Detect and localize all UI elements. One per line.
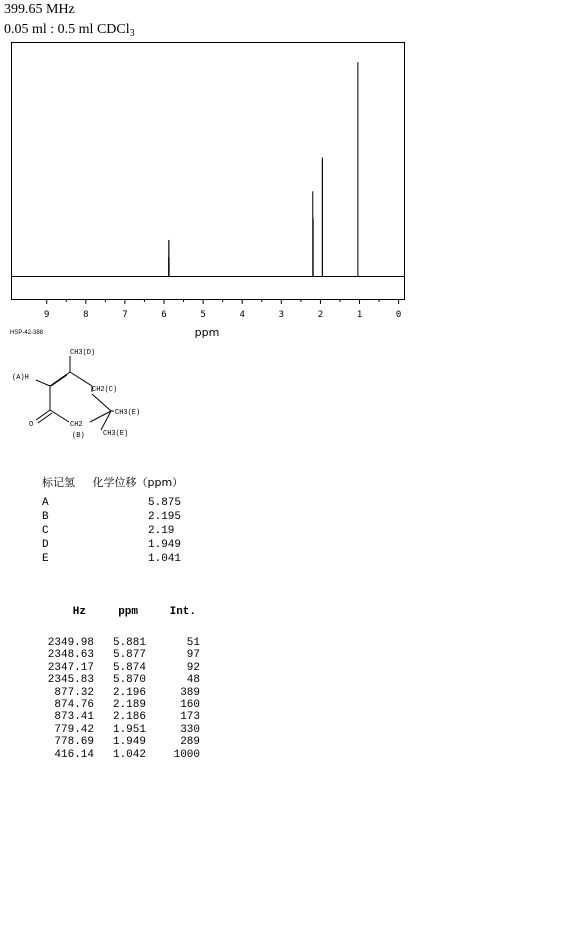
- x-tick-label: 0: [395, 310, 402, 320]
- peak-row: [36, 687, 206, 699]
- bond: [38, 413, 52, 423]
- peak-ppm: 2.196: [112, 686, 146, 699]
- header-int: Int.: [169, 606, 196, 618]
- x-tick-label: 8: [83, 310, 89, 320]
- peak-ppm: 1.042: [112, 748, 146, 761]
- x-tick-label: 2: [317, 310, 324, 320]
- peak-row: [36, 749, 206, 761]
- header-ppm: ppm: [118, 606, 138, 618]
- peak-ppm: 1.949: [112, 736, 146, 749]
- header-label-col: 标记氢: [42, 476, 75, 489]
- bond: [50, 410, 69, 422]
- shift-label: B: [42, 511, 49, 523]
- atom-label: CH3(E): [103, 430, 129, 438]
- peak-row: [36, 724, 206, 736]
- plot-frame: [12, 43, 405, 300]
- peak-hz: 2348.63: [47, 649, 94, 662]
- solvent-subscript: 3: [129, 28, 135, 39]
- peak-intensity: 1000: [173, 748, 200, 761]
- x-tick-label: 7: [122, 310, 128, 320]
- peak-intensity: 160: [180, 698, 200, 711]
- atom-label: CH3(D): [70, 349, 96, 357]
- peak-intensity: 48: [186, 674, 200, 687]
- peak-lines: [169, 62, 358, 277]
- peak-intensity: 289: [180, 736, 200, 749]
- peak-row: [36, 637, 206, 649]
- shift-value: 2.195: [148, 511, 182, 523]
- peak-hz: 2349.98: [47, 637, 94, 649]
- peak-table-header: [36, 606, 206, 620]
- peak-intensity: 92: [186, 661, 200, 674]
- peak-ppm: 1.951: [112, 723, 146, 736]
- shift-label: C: [42, 525, 49, 537]
- bond: [36, 410, 50, 420]
- header-hz: Hz: [72, 606, 86, 618]
- molecule-structure: [0, 340, 180, 450]
- peak-list-table: [36, 606, 206, 761]
- peak-ppm: 5.877: [112, 649, 146, 662]
- solvent-text: 0.05 ml : 0.5 ml CDCl: [4, 22, 130, 37]
- x-tick-label: 4: [239, 310, 245, 320]
- atom-label: (A)H: [12, 374, 29, 382]
- peak-intensity: 330: [180, 723, 200, 736]
- shift-table-header: [42, 474, 183, 490]
- shift-row: [42, 510, 183, 524]
- spectrum-code: HSP-42-388: [10, 330, 44, 336]
- peak-intensity: 173: [180, 711, 200, 724]
- bond: [92, 394, 111, 411]
- x-axis-label: ppm: [194, 326, 220, 339]
- peak-intensity: 97: [186, 649, 200, 662]
- peak-hz: 877.32: [54, 686, 94, 699]
- atom-label: CH2: [70, 421, 83, 429]
- bond: [51, 375, 67, 386]
- peak-hz: 874.76: [54, 698, 94, 711]
- peak-ppm: 2.189: [112, 698, 146, 711]
- shift-value: 1.041: [148, 553, 182, 565]
- shift-value: 5.875: [148, 497, 182, 509]
- shift-row: [42, 538, 183, 552]
- peak-row: [36, 662, 206, 674]
- shift-row: [42, 496, 183, 510]
- nmr-spectrum-chart: [0, 0, 570, 345]
- peak-ppm: 5.874: [112, 661, 146, 674]
- x-axis-ticks: [44, 299, 401, 320]
- chemical-shift-table: [42, 474, 183, 566]
- shift-row: [42, 552, 183, 566]
- peak-hz: 778.69: [54, 736, 94, 749]
- peak-row: [36, 649, 206, 661]
- peak-hz: 2347.17: [47, 661, 94, 674]
- peak-ppm: 2.186: [112, 711, 146, 724]
- x-tick-label: 1: [356, 310, 363, 320]
- x-tick-label: 3: [278, 310, 285, 320]
- atom-label: (B): [72, 432, 85, 440]
- x-tick-label: 5: [200, 310, 206, 320]
- shift-label: A: [42, 497, 49, 509]
- bond: [36, 380, 50, 386]
- spectrometer-frequency: 399.65 MHz: [4, 2, 75, 17]
- header-shift-col: 化学位移（ppm）: [92, 476, 184, 489]
- bond: [70, 372, 92, 386]
- peak-row: [36, 674, 206, 686]
- x-tick-label: 6: [161, 310, 167, 320]
- peak-ppm: 5.881: [112, 637, 146, 649]
- peak-intensity: 51: [186, 637, 200, 649]
- bond: [50, 372, 70, 386]
- x-tick-label: 9: [43, 310, 50, 320]
- atom-label: O: [29, 421, 34, 429]
- shift-row: [42, 524, 183, 538]
- peak-hz: 779.42: [54, 723, 94, 736]
- peak-intensity: 389: [180, 686, 200, 699]
- shift-label: D: [42, 539, 49, 551]
- peak-hz: 2345.83: [47, 674, 94, 687]
- peak-hz: 873.41: [54, 711, 94, 724]
- peak-row: [36, 736, 206, 748]
- shift-label: E: [42, 553, 49, 565]
- shift-value: 2.19: [148, 525, 175, 537]
- atom-label: CH2(C): [92, 386, 118, 394]
- atom-label: CH3(E): [115, 409, 141, 417]
- peak-row: [36, 699, 206, 711]
- peak-ppm: 5.870: [112, 674, 146, 687]
- shift-value: 1.949: [148, 539, 182, 551]
- peak-row: [36, 711, 206, 723]
- peak-hz: 416.14: [54, 748, 94, 761]
